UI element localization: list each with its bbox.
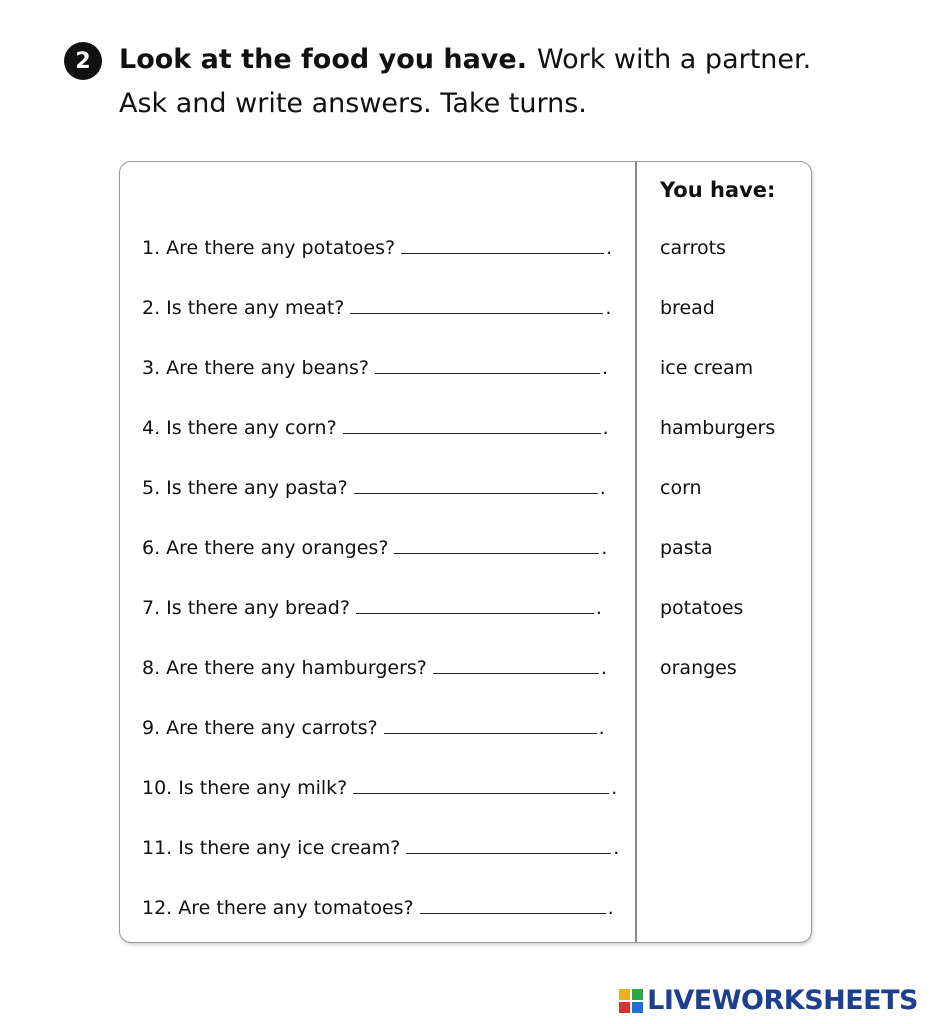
food-item: potatoes bbox=[660, 597, 744, 619]
question-text: 1. Are there any potatoes? bbox=[142, 237, 396, 259]
question-row bbox=[142, 410, 609, 440]
period: . bbox=[607, 897, 614, 919]
answer-blank[interactable] bbox=[350, 312, 603, 314]
logo-grid-icon bbox=[619, 989, 643, 1013]
liveworksheets-logo[interactable] bbox=[619, 985, 918, 1016]
answer-blank[interactable] bbox=[343, 432, 601, 434]
instruction-line-1 bbox=[119, 40, 811, 80]
question-text: 2. Is there any meat? bbox=[142, 297, 345, 319]
period: . bbox=[613, 837, 620, 859]
answer-blank[interactable] bbox=[394, 552, 599, 554]
period: . bbox=[601, 357, 609, 379]
period: . bbox=[599, 477, 606, 499]
question-text: 9. Are there any carrots? bbox=[142, 717, 378, 739]
food-item: bread bbox=[660, 297, 715, 319]
food-item: corn bbox=[660, 477, 702, 499]
question-row bbox=[142, 590, 602, 620]
answer-blank[interactable] bbox=[356, 612, 594, 614]
question-text: 11. Is there any ice cream? bbox=[142, 837, 401, 859]
answer-blank[interactable] bbox=[433, 672, 599, 674]
logo-text: LIVEWORKSHEETS bbox=[647, 985, 918, 1016]
food-item: carrots bbox=[660, 237, 726, 259]
question-text: 7. Is there any bread? bbox=[142, 597, 350, 619]
you-have-heading: You have: bbox=[660, 178, 776, 202]
period: . bbox=[601, 537, 608, 559]
question-row bbox=[142, 650, 607, 680]
column-divider bbox=[635, 162, 637, 942]
answer-blank[interactable] bbox=[354, 492, 598, 494]
question-text: 5. Is there any pasta? bbox=[142, 477, 348, 499]
food-item: oranges bbox=[660, 657, 737, 679]
question-row bbox=[142, 230, 612, 260]
instruction-rest: Work with a partner. bbox=[536, 44, 812, 75]
question-text: 10. Is there any milk? bbox=[142, 777, 348, 799]
question-row bbox=[142, 770, 617, 800]
exercise-number-badge: 2 bbox=[64, 42, 102, 80]
answer-blank[interactable] bbox=[375, 372, 600, 374]
answer-blank[interactable] bbox=[353, 792, 609, 794]
answer-blank[interactable] bbox=[401, 252, 604, 254]
question-row bbox=[142, 530, 607, 560]
question-row bbox=[142, 890, 614, 920]
question-text: 4. Is there any corn? bbox=[142, 417, 337, 439]
period: . bbox=[595, 597, 602, 619]
period: . bbox=[600, 657, 607, 679]
question-row bbox=[142, 470, 606, 500]
question-text: 12. Are there any tomatoes? bbox=[142, 897, 414, 919]
food-item: pasta bbox=[660, 537, 713, 559]
period: . bbox=[606, 237, 613, 259]
question-row bbox=[142, 350, 608, 380]
period: . bbox=[611, 777, 618, 799]
food-item: hamburgers bbox=[660, 417, 776, 439]
period: . bbox=[605, 297, 612, 319]
instruction-line-2: Ask and write answers. Take turns. bbox=[119, 88, 587, 119]
question-row bbox=[142, 290, 611, 320]
period: . bbox=[598, 717, 605, 739]
instruction-bold: Look at the food you have. bbox=[119, 44, 527, 75]
question-text: 3. Are there any beans? bbox=[142, 357, 369, 379]
answer-blank[interactable] bbox=[406, 852, 611, 854]
question-row bbox=[142, 710, 605, 740]
exercise-box bbox=[119, 161, 812, 943]
question-text: 6. Are there any oranges? bbox=[142, 537, 389, 559]
food-item: ice cream bbox=[660, 357, 754, 379]
period: . bbox=[602, 417, 609, 439]
answer-blank[interactable] bbox=[420, 912, 606, 914]
answer-blank[interactable] bbox=[384, 732, 597, 734]
question-text: 8. Are there any hamburgers? bbox=[142, 657, 427, 679]
question-row bbox=[142, 830, 619, 860]
